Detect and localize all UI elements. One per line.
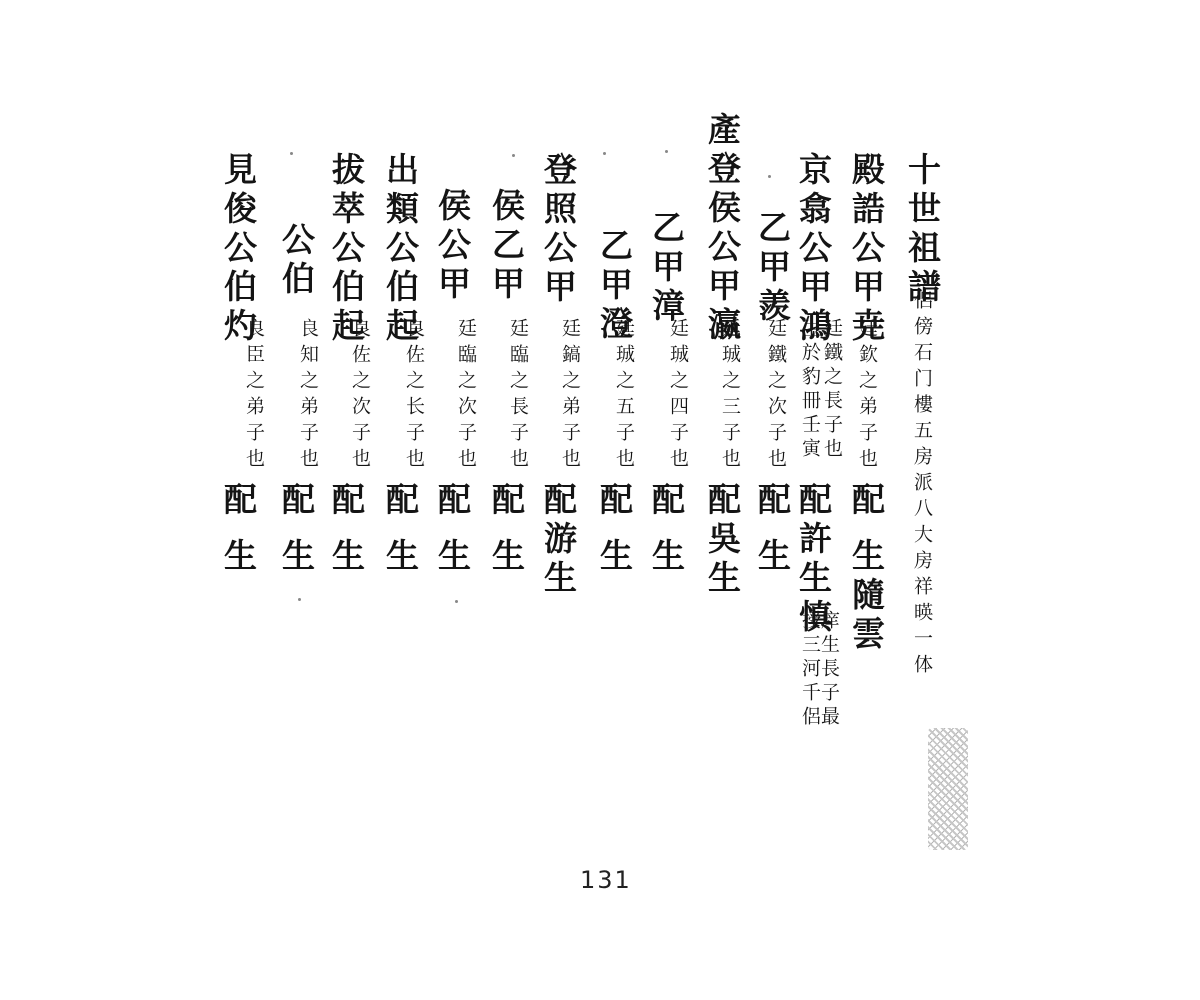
scan-speck: [455, 600, 458, 603]
entry-main: 登照公甲: [539, 152, 578, 308]
scan-speck: [298, 598, 301, 601]
entry-note: 廷珹之四子也: [667, 318, 689, 474]
entry-main: 乙甲羨: [753, 210, 792, 327]
entry-spouse: 配: [219, 482, 258, 521]
entry-main: 殿誥公甲尭: [847, 152, 886, 347]
entry-main: 京翕公甲鴻: [794, 152, 833, 347]
entry-note: 良臣之弟子也: [243, 318, 265, 474]
entry-note-secondary: 生於豹冊壬寅: [799, 318, 821, 462]
entry-spouse: 配: [327, 482, 366, 521]
entry-note: 廷鎬之弟子也: [559, 318, 581, 474]
entry-spouse: 配: [487, 482, 526, 521]
entry-note: 廷臨之次子也: [455, 318, 477, 474]
entry-child: 生: [327, 538, 366, 577]
entry-spouse: 配: [753, 482, 792, 521]
entry-note: 廷鐵之長子也: [821, 318, 843, 462]
entry-main: 乙甲漳: [647, 210, 686, 327]
entry-note: 廷鐵之次子也: [765, 318, 787, 474]
scan-speck: [665, 150, 668, 153]
entry-child: 生: [433, 538, 472, 577]
entry-main: 乙甲澄: [595, 228, 634, 345]
entry-child: 生: [595, 538, 634, 577]
scan-speck: [290, 152, 293, 155]
entry-note: 良佐之次子也: [349, 318, 371, 474]
entry-main: 公伯: [277, 222, 316, 300]
column-title-note: 侶傍石门樓五房派八大房祥暎一体: [911, 290, 933, 680]
page-number: 131: [580, 866, 632, 894]
entry-spouse: 配: [277, 482, 316, 521]
entry-main: 侯乙甲: [487, 188, 526, 305]
entry-main: 出類公伯起: [381, 152, 420, 347]
entry-spouse: 配: [381, 482, 420, 521]
entry-spouse: 配吳生: [703, 482, 742, 599]
entry-child: 生隨雲: [847, 538, 886, 655]
entry-main: 侯公甲: [433, 188, 472, 305]
entry-note: 廷欽之弟子也: [856, 318, 878, 474]
entry-spouse: 配: [433, 482, 472, 521]
entry-spouse: 配許生慎: [794, 482, 833, 638]
entry-spouse: 配: [595, 482, 634, 521]
entry-child: 生: [277, 538, 316, 577]
entry-spouse: 配: [647, 482, 686, 521]
entry-note: 廷珹之五子也: [613, 318, 635, 474]
seal-stamp: [928, 728, 968, 850]
entry-sub-note: 庠生長子最 授三河千侶: [799, 610, 840, 730]
entry-note: 良知之弟子也: [297, 318, 319, 474]
entry-note: 良佐之长子也: [403, 318, 425, 474]
entry-note: 廷珹之三子也: [719, 318, 741, 474]
entry-child: 生: [753, 538, 792, 577]
entry-spouse: 配游生: [539, 482, 578, 599]
entry-child: 生: [647, 538, 686, 577]
scan-speck: [768, 175, 771, 178]
entry-note: 廷臨之長子也: [507, 318, 529, 474]
column-title: 十世祖譜: [903, 152, 942, 308]
entry-main: 拔萃公伯起: [327, 152, 366, 347]
entry-spouse: 配: [847, 482, 886, 521]
entry-child: 生: [487, 538, 526, 577]
entry-main: 見俊公伯灼: [219, 152, 258, 347]
entry-main: 產登侯公甲瀛: [703, 112, 742, 346]
entry-child: 生: [219, 538, 258, 577]
scan-speck: [512, 154, 515, 157]
scan-speck: [603, 152, 606, 155]
entry-child: 生: [381, 538, 420, 577]
